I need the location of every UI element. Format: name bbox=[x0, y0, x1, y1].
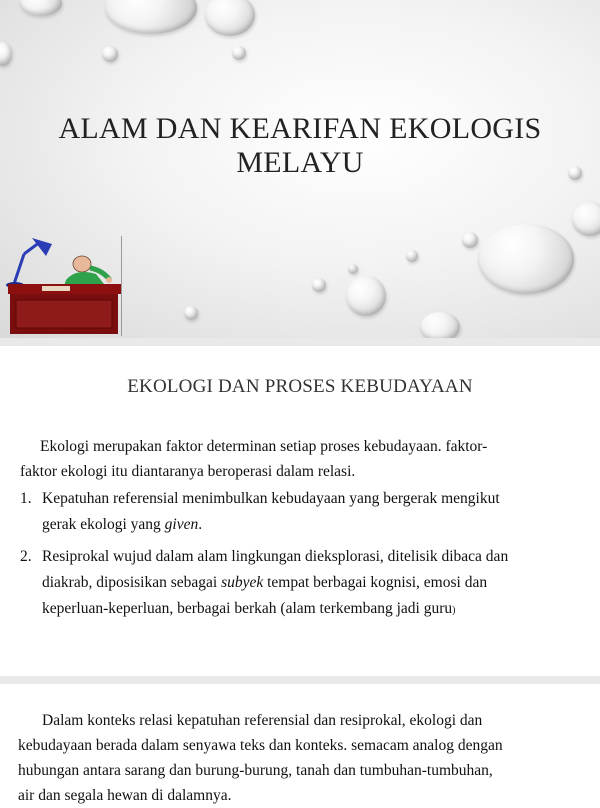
list-item: 2. Resiprokal wujud dalam alam lingkungan dieksplorasi, ditelisik dibaca dan diakrab, diposisikan sebagai subyek tempat berbagai kognisi, emosi dan keperluan-keperluan, berbagai berkah (alam terkembang jadi guru) bbox=[20, 548, 509, 617]
person-at-desk-clipart bbox=[6, 232, 124, 336]
slide-separator bbox=[0, 676, 600, 684]
slide-title bbox=[0, 0, 600, 338]
water-drop-decoration bbox=[205, 0, 255, 36]
slide2-heading: EKOLOGI DAN PROSES KEBUDAYAAN bbox=[127, 376, 473, 397]
water-drop-decoration bbox=[348, 264, 358, 274]
water-drop-decoration bbox=[184, 306, 198, 320]
slide-ekologi bbox=[0, 346, 600, 676]
water-drop-decoration bbox=[0, 42, 12, 66]
water-drop-decoration bbox=[102, 46, 118, 62]
list-item: 1. Kepatuhan referensial menimbulkan kebudayaan yang bergerak mengikut gerak ekologi yang given. bbox=[20, 490, 500, 533]
water-drop-decoration bbox=[105, 0, 197, 34]
slide-separator bbox=[0, 338, 600, 346]
water-drop-decoration bbox=[420, 312, 460, 338]
water-drop-decoration bbox=[406, 250, 418, 262]
water-drop-decoration bbox=[346, 276, 386, 316]
title-line-1: ALAM DAN KEARIFAN EKOLOGIS bbox=[58, 112, 542, 145]
title-line-2: MELAYU bbox=[236, 146, 364, 179]
slide-konteks bbox=[0, 684, 600, 804]
water-drop-decoration bbox=[478, 224, 574, 294]
vertical-divider bbox=[121, 236, 122, 336]
konteks-paragraph: Dalam konteks relasi kepatuhan referensial dan resiprokal, ekologi dan kebudayaan berada dalam senyawa teks dan konteks. semacam analog dengan hubungan antara sarang dan burung-burung, tanah dan tumbuhan-tumbuhan, air dan segala hewan di dalamnya. bbox=[18, 712, 503, 804]
intro-paragraph: Ekologi merupakan faktor determinan setiap proses kebudayaan. faktor- faktor ekologi itu diantaranya beroperasi dalam relasi. bbox=[20, 438, 488, 480]
water-drop-decoration bbox=[232, 46, 246, 60]
water-drop-decoration bbox=[572, 202, 600, 236]
slide-title-heading bbox=[0, 112, 600, 180]
water-drop-decoration bbox=[20, 0, 62, 16]
water-drop-decoration bbox=[462, 232, 478, 248]
water-drop-decoration bbox=[312, 278, 326, 292]
